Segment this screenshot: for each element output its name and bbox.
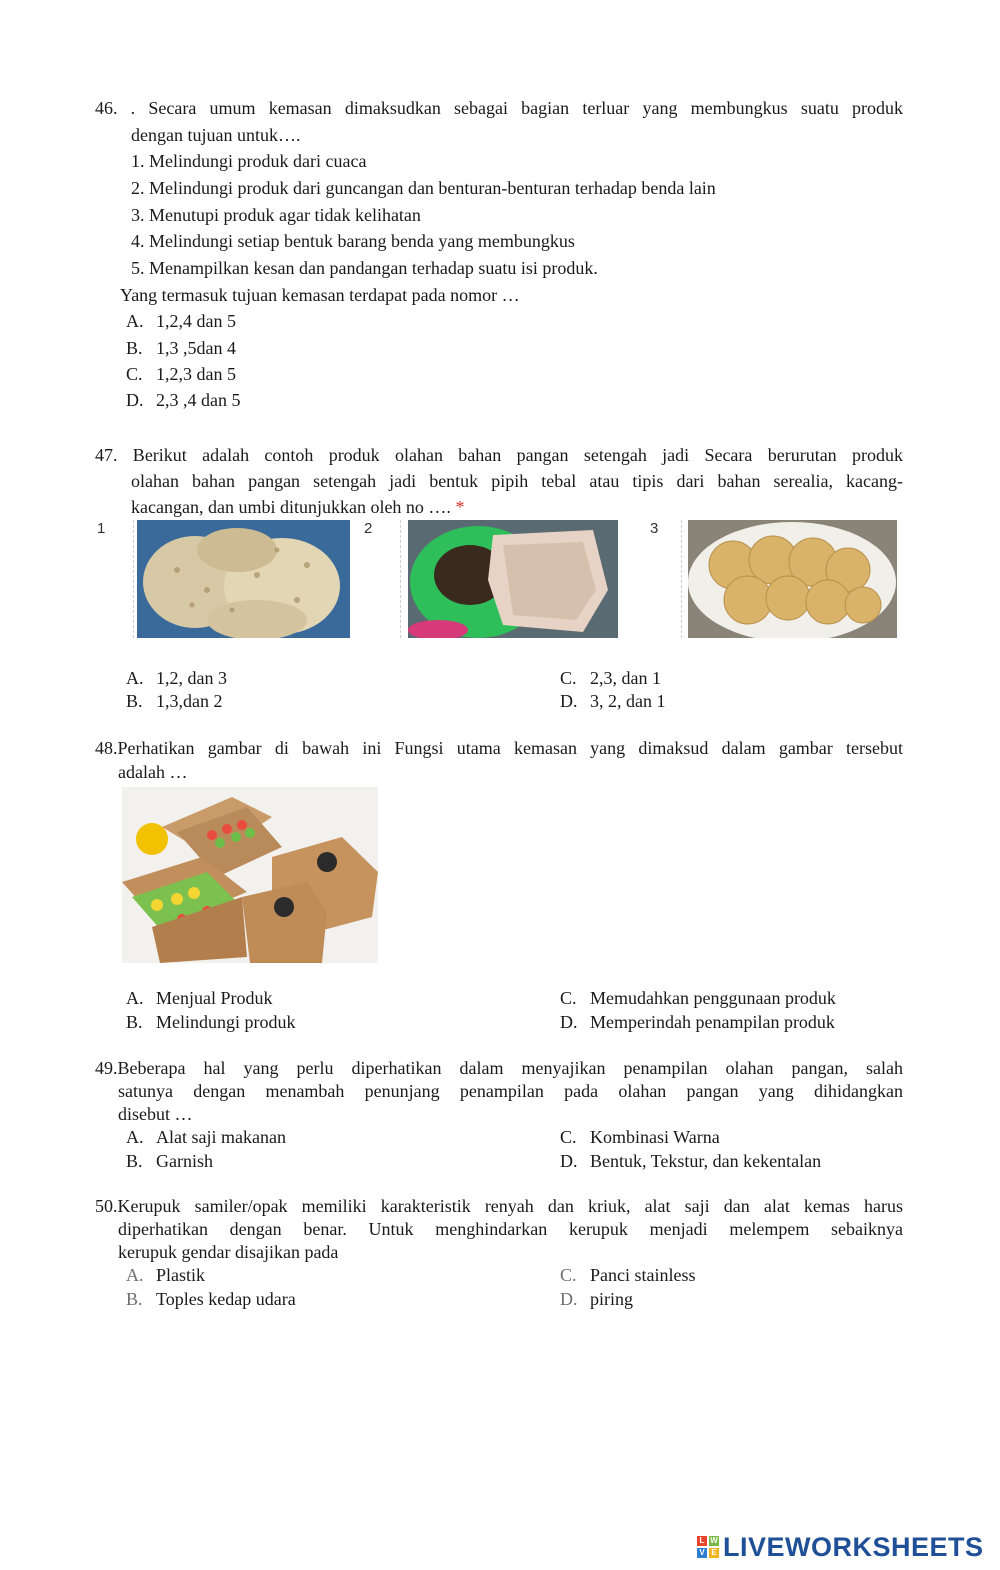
- q47-stem-line2: olahan bahan pangan setengah jadi bentuk pipih tebal atau tipis dari bahan serealia, kacang-: [131, 471, 903, 491]
- required-mark: *: [455, 497, 465, 517]
- option-text: Garnish: [156, 1151, 213, 1171]
- q46-item-3: 3. Menutupi produk agar tidak kelihatan: [131, 205, 421, 225]
- option-label: C.: [560, 668, 577, 688]
- option-label: D.: [560, 1012, 578, 1032]
- option-text: 2,3, dan 1: [590, 668, 661, 688]
- q49-stem-line3: disebut …: [118, 1104, 193, 1124]
- liveworksheets-logo-icon: [697, 1536, 719, 1558]
- option-label: A.: [126, 311, 144, 331]
- logo-square: L: [697, 1536, 707, 1546]
- q46-stem-line2: dengan tujuan untuk….: [131, 125, 301, 145]
- image-number-2: 2: [364, 520, 373, 537]
- option-label: A.: [126, 668, 144, 688]
- q47-option-a[interactable]: [126, 667, 227, 689]
- option-text: 1,2,4 dan 5: [156, 311, 236, 331]
- option-text: Memperindah penampilan produk: [590, 1012, 835, 1032]
- image-divider: [681, 520, 682, 638]
- option-label: C.: [126, 364, 143, 384]
- option-label: A.: [126, 1127, 144, 1147]
- option-text: Kombinasi Warna: [590, 1127, 720, 1147]
- q46-option-a[interactable]: [126, 310, 236, 332]
- option-text: Alat saji makanan: [156, 1127, 286, 1147]
- q48-stem-line1: 48.Perhatikan gambar di bawah ini Fungsi utama kemasan yang dimaksud dalam gambar tersebut: [95, 738, 903, 758]
- option-label: D.: [560, 1289, 578, 1309]
- option-text: Panci stainless: [590, 1265, 696, 1285]
- q50-stem-line2: diperhatikan dengan benar. Untuk menghindarkan kerupuk menjadi melempem sebaiknya: [118, 1219, 903, 1239]
- q49-option-c[interactable]: [560, 1126, 720, 1148]
- option-text: Bentuk, Tekstur, dan kekentalan: [590, 1151, 822, 1171]
- image-divider: [400, 520, 401, 638]
- option-label: B.: [126, 1012, 143, 1032]
- q46-question: Yang termasuk tujuan kemasan terdapat pada nomor …: [120, 285, 520, 305]
- q49-option-a[interactable]: [126, 1126, 286, 1148]
- brand-name: LIVEWORKSHEETS: [723, 1531, 984, 1562]
- option-label: D.: [560, 1151, 578, 1171]
- option-text: 1,2, dan 3: [156, 668, 227, 688]
- q50-stem-line3: kerupuk gendar disajikan pada: [118, 1242, 339, 1262]
- rengginang-bowl-photo: [408, 520, 618, 638]
- q48-stem-line2: adalah …: [118, 762, 188, 782]
- q46-option-b[interactable]: [126, 337, 236, 359]
- option-label: C.: [560, 1265, 577, 1285]
- option-text: Plastik: [156, 1265, 206, 1285]
- q47-option-c[interactable]: [560, 667, 661, 689]
- crackers-plate-photo: [688, 520, 897, 638]
- option-text: 2,3 ,4 dan 5: [156, 390, 241, 410]
- q46-item-1: 1. Melindungi produk dari cuaca: [131, 151, 367, 171]
- logo-square: W: [710, 1536, 718, 1545]
- liveworksheets-brand[interactable]: [697, 1530, 984, 1564]
- q50-option-a[interactable]: [126, 1264, 205, 1286]
- option-label: B.: [126, 338, 143, 358]
- option-text: Toples kedap udara: [156, 1289, 296, 1309]
- option-text: piring: [590, 1289, 633, 1309]
- q48-option-d[interactable]: [560, 1011, 835, 1033]
- option-label: B.: [126, 691, 143, 711]
- option-label: A.: [126, 1265, 144, 1285]
- logo-square: V: [697, 1548, 707, 1558]
- option-text: Melindungi produk: [156, 1012, 296, 1032]
- option-label: B.: [126, 1151, 143, 1171]
- q47-option-d[interactable]: [560, 690, 666, 712]
- option-text: Menjual Produk: [156, 988, 273, 1008]
- option-label: C.: [560, 1127, 577, 1147]
- option-label: A.: [126, 988, 144, 1008]
- q50-option-c[interactable]: [560, 1264, 696, 1286]
- logo-square: E: [709, 1548, 719, 1558]
- option-text: Memudahkan penggunaan produk: [590, 988, 836, 1008]
- food-box-packaging-photo: [122, 787, 378, 963]
- image-number-3: 3: [650, 520, 659, 537]
- q47-option-b[interactable]: [126, 690, 223, 712]
- option-text: 1,3,dan 2: [156, 691, 223, 711]
- q46-option-d[interactable]: [126, 389, 241, 411]
- option-label: D.: [560, 691, 578, 711]
- q50-stem-line1: 50.Kerupuk samiler/opak memiliki karakteristik renyah dan kriuk, alat saji dan alat kemas harus: [95, 1196, 903, 1216]
- image-number-1: 1: [97, 520, 106, 537]
- q49-option-d[interactable]: [560, 1150, 821, 1172]
- q46-item-5: 5. Menampilkan kesan dan pandangan terhadap suatu isi produk.: [131, 258, 598, 278]
- option-text: 1,2,3 dan 5: [156, 364, 236, 384]
- q49-option-b[interactable]: [126, 1150, 213, 1172]
- q48-option-b[interactable]: [126, 1011, 296, 1033]
- rice-cracker-photo: [137, 520, 350, 638]
- q46-stem-line1: 46. . Secara umum kemasan dimaksudkan sebagai bagian terluar yang membungkus suatu produk: [95, 98, 903, 118]
- option-label: B.: [126, 1289, 143, 1309]
- q48-option-a[interactable]: [126, 987, 273, 1009]
- q47-stem-line3: [131, 496, 464, 518]
- option-text: 1,3 ,5dan 4: [156, 338, 236, 358]
- option-label: D.: [126, 390, 144, 410]
- option-text: 3, 2, dan 1: [590, 691, 666, 711]
- image-divider: [133, 520, 134, 638]
- q50-option-d[interactable]: [560, 1288, 633, 1310]
- q46-item-2: 2. Melindungi produk dari guncangan dan benturan-benturan terhadap benda lain: [131, 178, 716, 198]
- q46-item-4: 4. Melindungi setiap bentuk barang benda yang membungkus: [131, 231, 575, 251]
- q50-option-b[interactable]: [126, 1288, 296, 1310]
- option-label: C.: [560, 988, 577, 1008]
- q46-option-c[interactable]: [126, 363, 236, 385]
- q47-stem-line1: 47. Berikut adalah contoh produk olahan bahan pangan setengah jadi Secara berurutan produk: [95, 445, 903, 465]
- q47-stem-line3-text: kacangan, dan umbi ditunjukkan oleh no ….: [131, 497, 451, 517]
- q49-stem-line2: satunya dengan menambah penunjang penampilan pada olahan pangan yang dihidangkan: [118, 1081, 903, 1101]
- q48-option-c[interactable]: [560, 987, 836, 1009]
- q49-stem-line1: 49.Beberapa hal yang perlu diperhatikan dalam menyajikan penampilan olahan pangan, salah: [95, 1058, 903, 1078]
